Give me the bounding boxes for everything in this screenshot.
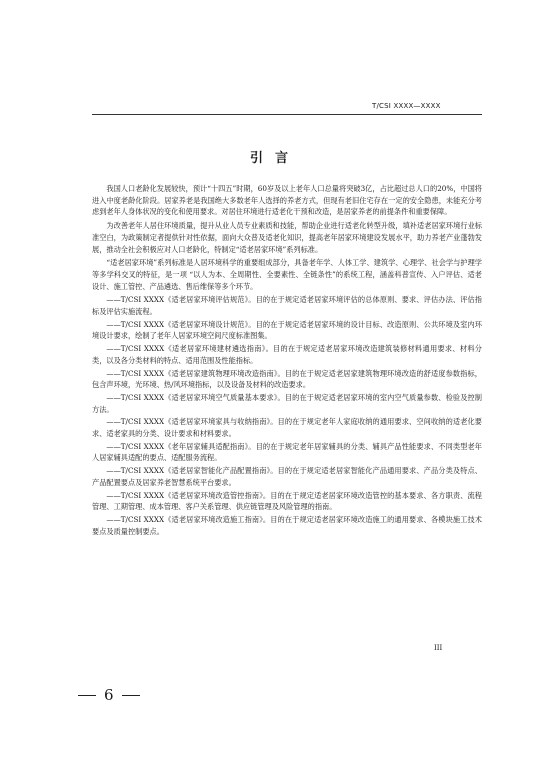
header-rule	[92, 114, 482, 115]
standard-item: ——T/CSI XXXX《适老居家环境设计规范》。目的在于规定适老居家环境的设计目标、改造原则、公共环境及室内环境设计要求，绘制了老年人居家环境空间尺度标准图集。	[92, 319, 482, 341]
paragraph: 为改善老年人居住环境质量，提升从业人员专业素质和技能，帮助企业进行适老化转型升级，填补适老居家环境行业标准空白，为政策制定者提供针对性依据，面向大众普及适老化知识，提高老年居家环境建设发展水平，助力养老产业蓬勃发展，推动全社会积极应对人口老龄化，特制定“适老居家环境”系列标准。	[92, 221, 482, 254]
folio-roman: III	[434, 644, 443, 652]
dash-right	[122, 695, 140, 696]
standard-item: ——T/CSI XXXX《适老居家环境改造管控指南》。目的在于规定适老居家环境改造管控的基本要求、各方职责、流程管理、工期管理、成本管理、客户关系管理、供应链管理及风险管理的指南。	[92, 490, 482, 512]
page-number-value: 6	[104, 686, 114, 704]
standard-item: ——T/CSI XXXX《老年居家辅具适配指南》。目的在于规定老年居家辅具的分类、辅具产品性能要求、不同类型老年人居家辅具适配的要点、适配服务流程。	[92, 441, 482, 463]
document-code: T/CSI XXXX—XXXX	[372, 102, 441, 110]
paragraph: 我国人口老龄化发展较快，预计“十四五”时期，60岁及以上老年人口总量将突破3亿，占比超过总人口的20%，中国将进入中度老龄化阶段。居家养老是我国绝大多数老年人选择的养老方式，但现有老旧住宅存在一定的安全隐患，未能充分考虑到老年人身体状况的变化和使用要求。对居住环境进行适老化干预和改造，是居家养老的前提条件和重要保障。	[92, 184, 482, 217]
page-title: 引言	[249, 151, 300, 166]
dash-left	[78, 695, 96, 696]
standard-item: ——T/CSI XXXX《适老居家环境家具与收纳指南》。目的在于规定老年人家庭收纳的通用要求、空间收纳的适老化要求、适老家具的分类、设计要求和材料要求。	[92, 417, 482, 439]
standard-item: ——T/CSI XXXX《适老居家环境改造施工指南》。目的在于规定适老居家环境改造施工的通用要求、各模块施工技术要点及质量控制要点。	[92, 514, 482, 536]
standard-item: ——T/CSI XXXX《适老居家环境建材遴选指南》。目的在于规定适老居家环境改造建筑装修材料通用要求、材料分类，以及各分类材料的特点、适用范围及性能指标。	[92, 344, 482, 365]
standard-item: ——T/CSI XXXX《适老居家环境空气质量基本要求》。目的在于规定适老居家环境的室内空气质量参数、检验及控制方法。	[92, 392, 482, 414]
page-number	[78, 686, 140, 704]
paragraph: “适老居家环境”系列标准是人居环境科学的重要组成部分，具备老年学、人体工学、建筑学、心理学、社会学与护理学等多学科交叉的特征，是一项 “以人为本、全周期性、全要素性、全链条性”的系统工程，涵盖科普宣传、入户评估、适老设计、施工管控、产品遴选、售后维保等多个环节。	[92, 258, 482, 291]
standard-item: ——T/CSI XXXX《适老居家建筑物理环境改造指南》。目的在于规定适老居家建筑物理环境改造的舒适度参数指标，包含声环境，光环境、热/风环境指标，以及设备及材料的改造要求。	[92, 368, 482, 390]
body-text	[92, 183, 482, 538]
standard-item: ——T/CSI XXXX《适老居家智能化产品配置指南》。目的在于规定适老居家智能化产品通用要求、产品分类及特点、产品配置要点及居家养老智慧系统平台要求。	[92, 466, 482, 487]
standard-item: ——T/CSI XXXX《适老居家环境评估规范》。目的在于规定适老居家环境评估的总体原则、要求、评估办法、评估指标及评估实施流程。	[92, 295, 482, 317]
